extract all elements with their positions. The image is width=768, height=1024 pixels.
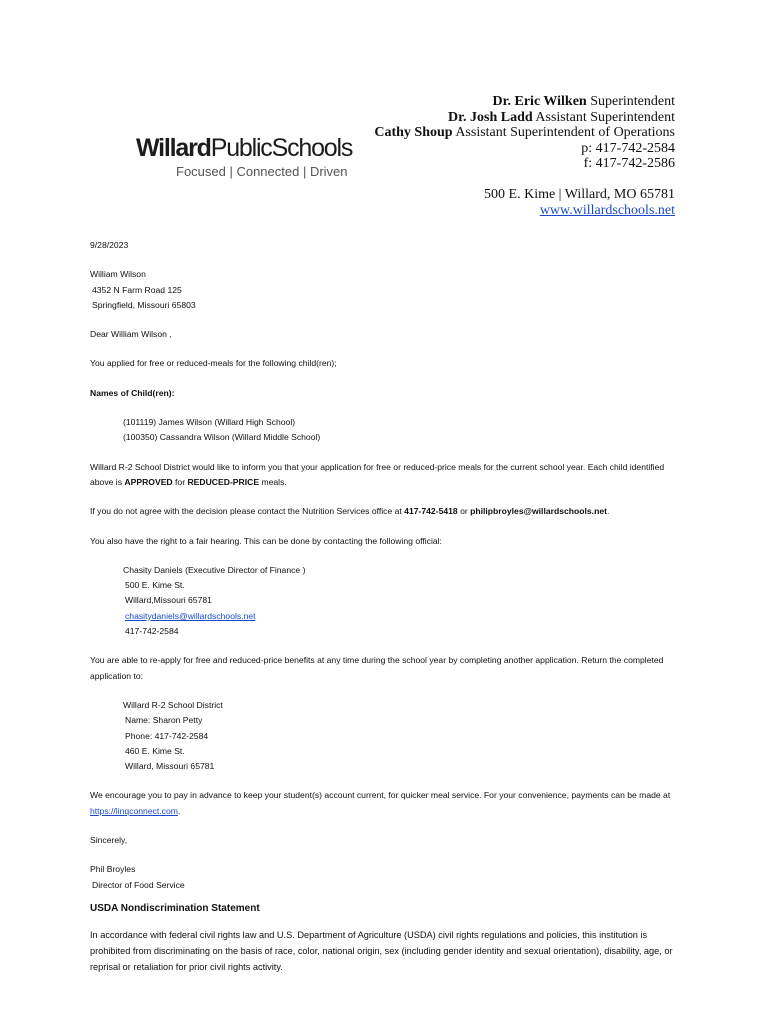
return-street: 460 E. Kime St.	[125, 745, 185, 756]
staff-list	[374, 94, 675, 172]
nutrition-phone: 417-742-5418	[404, 506, 458, 517]
recipient-line: 4352 N Farm Road 125	[92, 284, 182, 295]
return-name: Name: Sharon Petty	[125, 715, 203, 726]
staff-name: Dr. Josh Ladd	[447, 109, 533, 125]
salutation: Dear William Wilson ,	[90, 329, 172, 340]
child-item: (100350) Cassandra Wilson (Willard Middle School)	[123, 432, 321, 443]
children-heading: Names of Child(ren):	[90, 387, 175, 398]
closing: Sincerely,	[90, 835, 128, 846]
staff-name: Cathy Shoup	[374, 125, 453, 140]
official-phone: 417-742-2584	[125, 626, 179, 637]
official-street: 500 E. Kime St.	[125, 580, 185, 591]
logo-rest: PublicSchools	[210, 134, 353, 162]
return-city: Willard, Missouri 65781	[125, 761, 215, 772]
district-logo	[136, 133, 386, 179]
hearing-text: You also have the right to a fair hearing. This can be done by contacting the following official:	[90, 535, 442, 546]
recipient-line: William Wilson	[90, 269, 146, 280]
fax: f: 417-742-2586	[583, 156, 675, 171]
usda-statement: In accordance with federal civil rights law and U.S. Department of Agriculture (USDA) civil rights regulations and policies, this institution is prohibited from discriminating on the basis of race, color, national origin, sex (including gender identity and sexual orientation), disability, age, or reprisal or retaliation for prior civil rights activity.	[90, 930, 673, 972]
advance-text: We encourage you to pay in advance to keep your student(s) account current, for quicker meal service. For your convenience, payments can be made at https://linqconnect.com.	[90, 790, 671, 816]
district-address: 500 E. Kime | Willard, MO 65781	[484, 187, 675, 202]
staff-name: Dr. Eric Wilken	[492, 94, 587, 109]
decision-text: Willard R-2 School District would like to inform you that your application for free or reduced-price meals for the current school year. Each child identified above is APPROVED for REDUCED-PRICE meals.	[90, 461, 665, 487]
return-district: Willard R-2 School District	[123, 699, 223, 710]
staff-line	[374, 94, 675, 110]
staff-line	[374, 110, 675, 126]
phone: p: 417-742-2584	[581, 140, 675, 156]
nutrition-email: philipbroyles@willardschools.net	[470, 506, 607, 517]
letter-date: 9/28/2023	[90, 240, 129, 250]
official-name: Chasity Daniels (Executive Director of Finance )	[123, 564, 306, 575]
intro-text: You applied for free or reduced-meals for the following child(ren);	[90, 358, 337, 369]
staff-line	[374, 125, 675, 141]
website-link[interactable]: www.willardschools.net	[539, 202, 675, 218]
staff-title: Assistant Superintendent of Operations	[455, 125, 675, 140]
disagree-text: If you do not agree with the decision please contact the Nutrition Services office at 417-742-5418 or philipbroyles@willardschools.net.	[90, 506, 610, 517]
staff-title: Superintendent	[590, 94, 675, 109]
payment-link[interactable]: https://linqconnect.com	[90, 805, 178, 816]
usda-heading: USDA Nondiscrimination Statement	[90, 902, 260, 914]
signer-title: Director of Food Service	[92, 879, 185, 890]
letter-body	[90, 238, 680, 976]
meal-type: REDUCED-PRICE	[187, 476, 260, 487]
return-phone: Phone: 417-742-2584	[125, 730, 209, 741]
district-address-block	[484, 187, 675, 218]
logo-wordmark	[136, 133, 386, 163]
recipient-line: Springfield, Missouri 65803	[92, 299, 196, 310]
logo-tagline: Focused | Connected | Driven	[176, 164, 348, 179]
approved-status: APPROVED	[124, 476, 173, 487]
logo-bold: Willard	[136, 134, 211, 162]
staff-title: Assistant Superintendent	[535, 109, 675, 125]
official-city: Willard,Missouri 65781	[125, 595, 212, 606]
reapply-text: You are able to re-apply for free and reduced-price benefits at any time during the school year by completing another application. Return the completed application to:	[90, 655, 664, 681]
child-item: (101119) James Wilson (Willard High School)	[123, 417, 296, 428]
signer-name: Phil Broyles	[90, 864, 136, 875]
official-email-link[interactable]: chasitydaniels@willardschools.net	[125, 610, 256, 621]
